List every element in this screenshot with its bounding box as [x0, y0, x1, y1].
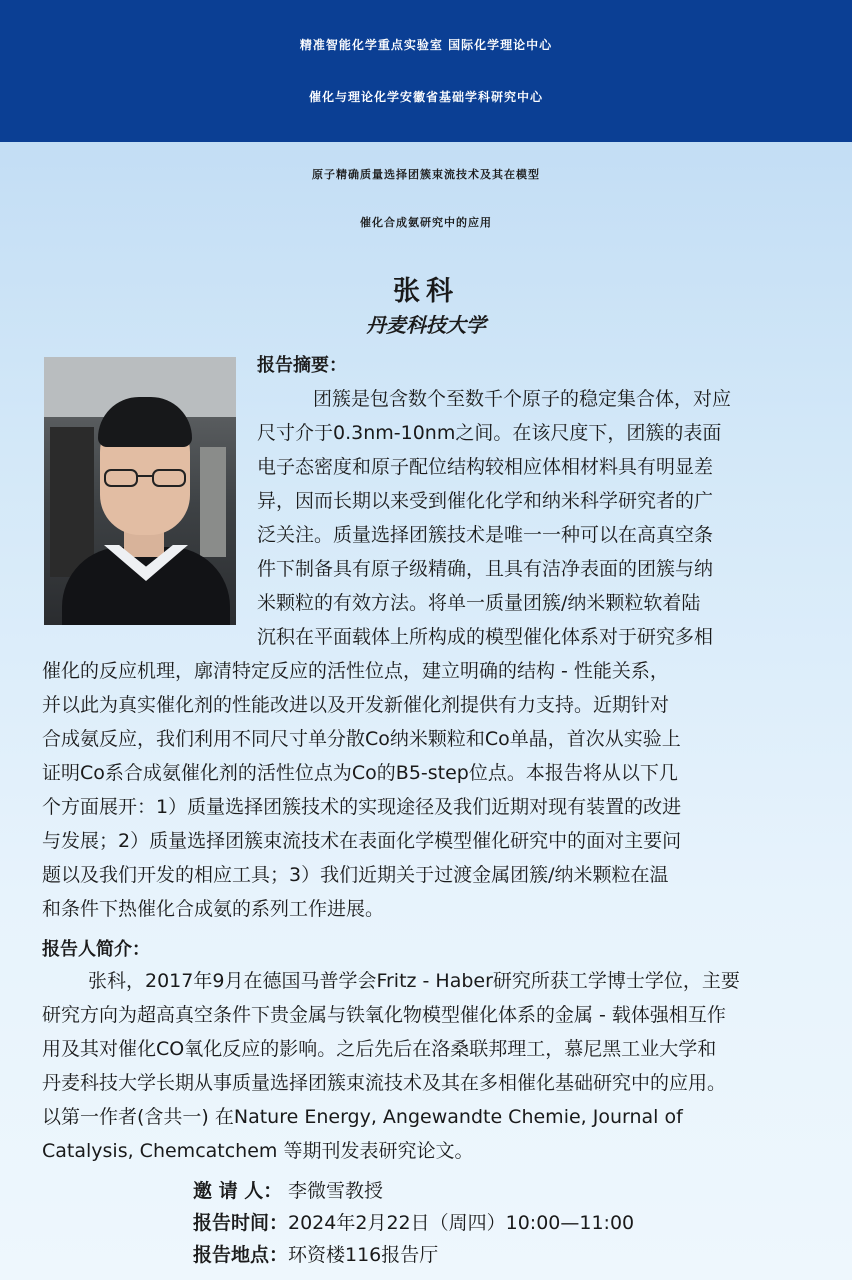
abstract-line: 并以此为真实催化剂的性能改进以及开发新催化剂提供有力支持。近期针对 [42, 694, 670, 716]
time-label: 报告时间： [193, 1212, 289, 1234]
venue-label: 报告地点： [193, 1244, 289, 1266]
bio-line: 丹麦科技大学长期从事质量选择团簇束流技术及其在多相催化基础研究中的应用。 [42, 1072, 727, 1094]
header-line-1: 精准智能化学重点实验室 国际化学理论中心 [299, 38, 553, 52]
host-label: 邀 请 人： [193, 1180, 283, 1202]
time-value: 2024年2月22日（周四）10:00—11:00 [288, 1212, 635, 1234]
talk-title-line-2: 催化合成氨研究中的应用 [360, 216, 492, 229]
header-line-2: 催化与理论化学安徽省基础学科研究中心 [308, 90, 543, 104]
abstract-line: 电子态密度和原子配位结构较相应体相材料具有明显差 [257, 456, 714, 478]
bio-line: 用及其对催化CO氧化反应的影响。之后先后在洛桑联邦理工，慕尼黑工业大学和 [42, 1038, 717, 1060]
bio-line: Catalysis, Chemcatchem 等期刊发表研究论文。 [42, 1140, 474, 1162]
speaker-name: 张科 [393, 276, 459, 307]
venue-row [193, 1240, 438, 1267]
abstract-line: 泛关注。质量选择团簇技术是唯一一种可以在高真空条 [257, 524, 714, 546]
abstract-line: 异，因而长期以来受到催化化学和纳米科学研究者的广 [257, 490, 714, 512]
abstract-line: 合成氨反应，我们利用不同尺寸单分散Co纳米颗粒和Co单晶，首次从实验上 [42, 728, 681, 750]
abstract-line: 沉积在平面载体上所构成的模型催化体系对于研究多相 [257, 626, 714, 648]
abstract-line: 催化的反应机理，廓清特定反应的活性位点，建立明确的结构 - 性能关系， [42, 660, 669, 682]
abstract-line: 尺寸介于0.3nm-10nm之间。在该尺度下，团簇的表面 [257, 422, 722, 444]
abstract-line: 证明Co系合成氨催化剂的活性位点为Co的B5-step位点。本报告将从以下几 [42, 762, 678, 784]
abstract-line: 个方面展开：1）质量选择团簇技术的实现途径及我们近期对现有装置的改进 [42, 796, 682, 818]
abstract-line: 米颗粒的有效方法。将单一质量团簇/纳米颗粒软着陆 [257, 592, 701, 614]
bio-line: 以第一作者(含共一) 在Nature Energy, Angewandte Chemie, Journal of [42, 1106, 683, 1128]
venue-value: 环资楼116报告厅 [288, 1244, 439, 1266]
abstract-line: 件下制备具有原子级精确，且具有洁净表面的团簇与纳 [257, 558, 714, 580]
abstract-line: 和条件下热催化合成氨的系列工作进展。 [42, 898, 385, 920]
abstract-line: 题以及我们开发的相应工具；3）我们近期关于过渡金属团簇/纳米颗粒在温 [42, 864, 669, 886]
talk-title-line-1: 原子精确质量选择团簇束流技术及其在模型 [312, 168, 540, 181]
host-row [193, 1176, 383, 1203]
speaker-photo [44, 357, 236, 625]
speaker-affiliation: 丹麦科技大学 [366, 313, 486, 337]
abstract-line: 与发展；2）质量选择团簇束流技术在表面化学模型催化研究中的面对主要问 [42, 830, 682, 852]
glasses-icon [102, 467, 188, 489]
abstract-heading: 报告摘要： [257, 355, 347, 376]
host-value: 李微雪教授 [288, 1180, 384, 1202]
bio-line: 研究方向为超高真空条件下贵金属与铁氧化物模型催化体系的金属 - 载体强相互作 [42, 1004, 726, 1026]
bio-line: 张科，2017年9月在德国马普学会Fritz - Haber研究所获工学博士学位，主要 [88, 970, 740, 992]
header-banner [0, 0, 852, 142]
bio-heading: 报告人简介： [42, 939, 150, 960]
time-row [193, 1208, 634, 1235]
abstract-line: 团簇是包含数个至数千个原子的稳定集合体，对应 [313, 388, 732, 410]
